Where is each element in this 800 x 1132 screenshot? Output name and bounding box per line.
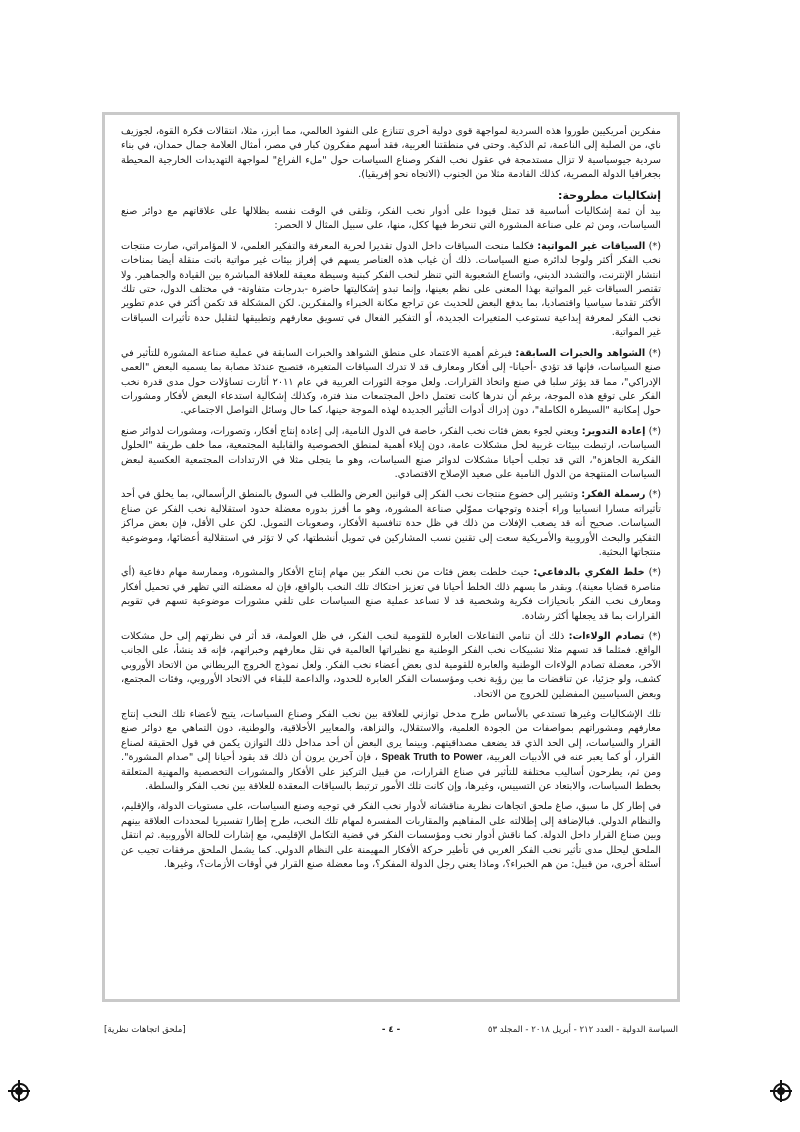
page-footer (104, 1025, 678, 1039)
item-text: فبرغم أهمية الاعتماد على منطق الشواهد والخبرات السابقة في عملية صناعة المشورة للتأثير في صنع السياسات، فإنها قد تؤدي -أحيانا- إلى أفكار ومعارف قد لا تدرك السياقات المتغيرة، فتصبح عندئذ مصابة بما يسميه البعض "العمى الإدراكي"، مما قد يؤثر سلبا في صنع واتخاذ القرارات. ولعل موجة الثورات العربية في عام ٢٠١١ أثارت تساؤلات حول مدى قدرة نخب الفكر على توقع هذه الموجة، برغم أن ندرها كانت تعتمل داخل المجتمعات منذ فترة، وكذلك إشكالية استدعاء البعض لأفكار ومشورات حول إمكانية "السيطرة الكاملة"، دون إدراك أدوات التأثير الجديدة لهذه الموجة حينها، كما حال وسائل التواصل الاجتماعي. (121, 347, 661, 417)
item-title: الشواهد والخبرات السابقة: (515, 347, 646, 359)
item-title: خلط الفكري بالدفاعي: (533, 567, 645, 579)
analysis-text-after: ، فإن آخرين يرون أن ذلك قد يقود أحيانا إلى "صدام المشورة". ومن ثم، يطرحون أساليب مختلفة للتأثير في صناع القرارات، من قبيل التركيز على الأفكار والمشورات التخصصية والمهنية المتعلقة بخطط السياسات، والابتعاد عن التسييس، وغيرها، وإن كانت تلك الأمور ترتبط بالسياقات المعقدة للعلاقة بين نخب الفكر والسلطة. (121, 752, 661, 793)
journal-info: السياسة الدولية - العدد ٢١٢ - أبريل ٢٠١٨ - المجلد ٥٣ (487, 1025, 678, 1035)
latin-phrase: Speak Truth to Power (381, 752, 483, 764)
article-body (121, 125, 661, 991)
item-text: ذلك أن تنامي التفاعلات العابرة للقومية لنخب الفكر، في ظل العولمة، قد أثر في نظرتهم إلى حل مشكلات الواقع. فمثلما قد تسهم مثلا تشبيكات نخب الفكر الوطنية مع نظيراتها العالمية في نقل معارفهم وخبراتهم، فإنه قد ينشأ، على الجانب الآخر، معضلة تصادم الولاءات الوطنية والعابرة للقومية لدى بعض أعضاء نخب الفكر. ولعل نموذج الخروج البريطاني من الاتحاد الأوروبي كشف، ولو جزئيا، عن تناقضات ما بين رؤية نخب ومؤسسات الفكر العابرة للحدود، والداعمة للبقاء في الاتحاد الأوروبي، وفئات المجتمع، وبعض السياسيين المفضلين للخروج من الاتحاد. (121, 631, 661, 700)
item-text: حيث خلطت بعض فئات من نخب الفكر بين مهام إنتاج الأفكار والمشورة، وممارسة مهام دفاعية (أي مناصرة قضايا معينة). وبقدر ما يسهم ذلك الخلط أحيانا في تعزيز احتكاك تلك النخب بالواقع، فإن له معضلته التي تظهر في تحميل أفكار ومعارف نخب الفكر بانحيازات فكرية وشخصية قد لا تساعد عملية صنع السياسات على تلقي مشورات موضوعية تسهم في تقويم القرارات بما قد يجعلها أكثر رشادة. (121, 567, 661, 622)
item-title: رسملة الفكر: (581, 489, 646, 501)
supplement-label: [ملحق اتجاهات نظرية] (104, 1025, 186, 1035)
item-marker: (*) (648, 240, 661, 252)
analysis-text-before: تلك الإشكاليات وغيرها تستدعي بالأساس طرح مدخل توازني للعلاقة بين نخب الفكر وصناع السياسات، يتيح لأعضاء تلك النخب إنتاج معارفهم ومشوراتهم بمواصفات من الجودة العلمية، والاستقلال، والنزاهة، والمعايير الأخلاقية، والوطنية، دون التماهي مع دوائر صنع القرار والسياسات، إلى الحد الذي قد يضعف مصداقيتهم. وبينما يرى البعض أن أحد مداخل ذلك التوازن يكمن في قول الحقيقة لصناع القرار، أو كما يعبر عنه في الأدبيات الغربية، (121, 709, 661, 764)
item-paragraph (121, 425, 661, 483)
article-frame (102, 112, 680, 1002)
item-paragraph (121, 240, 661, 341)
item-paragraph (121, 347, 661, 419)
item-paragraph (121, 488, 661, 560)
analysis-paragraph (121, 708, 661, 794)
item-title: إعادة التدوير: (581, 425, 646, 437)
item-paragraph (121, 566, 661, 624)
item-text: ويعني لجوء بعض فئات نخب الفكر، خاصة في الدول النامية، إلى إعادة إنتاج أفكار، وتصورات، ومشورات لدوائر صنع السياسات، ارتبطت ببيئات غربية لحل مشكلات عامة، دون إيلاء أهمية لمنطق الخصوصية والقابلية المجتمعية، مما خلف طريقة "الحلول الفكرية الجاهزة"، التي قد تجلب أحيانا مشكلات لدوائر صنع السياسات، وهو ما يتجلى مثلا في الارتدادات المجتمعية العكسية لبعض السياسات المنتهجة من الدول النامية على صعيد الإصلاح الاقتصادي. (121, 425, 661, 480)
section-intro-paragraph: بيد أن ثمة إشكاليات أساسية قد تمثل قيودا على أدوار نخب الفكر، وتلقى في الوقت نفسه بظلالها على علاقاتهم مع دوائر صنع السياسات، ومن ثم على صناعة المشورة التي تنخرط فيها ككل، منها، على سبيل المثال لا الحصر: (121, 206, 661, 232)
item-marker: (*) (648, 489, 661, 501)
section-heading: إشكاليات مطروحة: (558, 188, 661, 202)
registration-mark-icon (770, 1080, 792, 1102)
item-marker: (*) (648, 425, 661, 437)
item-title: تصادم الولاءات: (568, 631, 645, 642)
intro-paragraph: مفكرين أمريكيين طوروا هذه السردية لمواجهة قوى دولية أخرى تتنازع على النفوذ العالمي، مما أبرز، مثلا، انتقالات فكرة القوة، لجوزيف ناي، من الصلبة إلى الناعمة، ثم الذكية. وحتى في منطقتنا العربية، فقد أسهم مفكرون كبار في مصر، أمثال العلامة جمال حمدان، في بناء سردية جيوسياسية لا تزال مستدمجة في عقول نخب الفكر وصناع السياسات حول "ملء الفراغ" لمواجهة التهديدات الخارجية المحيطة بجغرافيا الدولة المصرية، كذلك القادمة مثلا من الجنوب (الاتجاه نحو إفريقيا). (121, 126, 661, 181)
registration-mark-icon (8, 1080, 30, 1102)
item-marker: (*) (648, 347, 661, 359)
item-title: السياقات غير المواتية: (537, 240, 646, 252)
item-marker: (*) (648, 631, 661, 642)
closing-paragraph: في إطار كل ما سبق، صاغ ملحق اتجاهات نظرية مناقشاته لأدوار نخب الفكر في توجيه وصنع السياسات، على مستويات الدولة، والإقليم، والنظام الدولي. فبالإضافة إلى إطلالته على المفاهيم والمقاربات المفسرة لمهام تلك النخب، طرح إطارا تفسيريا لمحددات العلاقة بينهم وبين صناع القرار داخل الدولة. كما ناقش أدوار نخب ومؤسسات الفكر في قضية التكامل الإقليمي، مع إشارات للحالة الأوروبية. ثم انتقل الملحق ليحلل مدى تأثير نخب الفكر الغربي في تأطير حركة الأفكار المهيمنة على النظام الدولي. كما يشمل الملحق مرفقات تجيب عن أسئلة أخرى، من قبيل: من هم الخبراء؟، وماذا يعني رجل الدولة المفكر؟، وما معضلة صنع القرار في أوقات الأزمات؟، وغيرها. (121, 801, 661, 871)
item-paragraph (121, 630, 661, 702)
item-text: وتشير إلى خضوع منتجات نخب الفكر إلى قوانين العرض والطلب في السوق بالمنطق الرأسمالي، بما يخلق في أحد تأثيراته مسارا انسيابيا وراء أجندة وتوجهات مموّلي صناعة المشورة، وهو ما أفرز بدوره معضلة حدود استقلالية نخب الفكر عن صناع السياسات. صحيح أنه قد يصعب الإفلات من ذلك في ظل حدة تنافسية الأفكار، وصعوبات التمويل. لكن على الأقل، فإن بعض مراكز التفكير والبحث الأوروبية والأمريكية سعت إلى تقنين نسب المشاركين في تمويل أنشطتها، كي لا تؤثر في استقلالية أعضائها، وموضوعية منتجاتها البحثية. (121, 489, 661, 558)
page-number: - ٤ - (381, 1025, 401, 1035)
item-text: فكلما منحت السياقات داخل الدول تقديرا لحرية المعرفة والتفكير العلمي، لا المؤامراتي، صارت منتجات نخب الفكر أكثر ولوجا لدائرة صنع السياسات. ذلك أن غياب هذه العناصر يسهم في إفراز بيئات غير مواتية باتت منقلة أيضا بمناخات انتشار الإنترنت، والتشدد الديني، واتساع الشعبوية التي تنظر لنخب الفكر كبنية وسيطة معيقة للعلاقة المباشرة بين القيادة والجماهير. ولا تقتصر السياقات غير المواتية بهذا المعنى على نظم بعينها، وإنما تبدو إشكاليتها حاضرة -بدرجات متفاوتة- في مختلف الدول، حتى تلك الأكثر تقدما سياسيا واقتصاديا، بما يدفع البعض للحديث عن تراجع مكانة الخبراء والمفكرين. لكن المشكلة قد تكمن أكثر في عدم تطوير نخب الفكر لمعرفة إبداعية تستوعب المتغيرات الجديدة، أو التفكير الفعال في تسويق معارفهم وتطبيقها لتقليل حدة تأثيرات السياقات غير المواتية. (121, 240, 661, 339)
item-marker: (*) (648, 567, 661, 579)
